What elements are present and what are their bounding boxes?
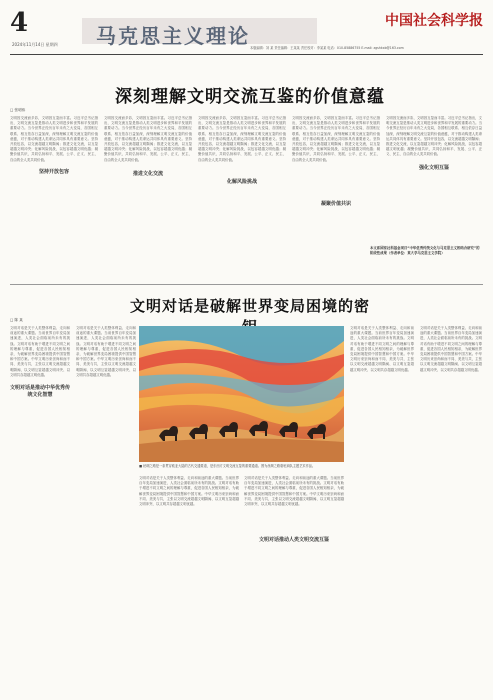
top-column-2: 文明因交流而多彩，文明因互鉴而丰富。习近平总书记指出，文明交流互鉴是推动人类文明进步和世界和平发展的重要动力。当今世界正经历百年未有之大变局，各国相互联系、相互依存日益加深，深刻理解文明交流互鉴的价值意蕴，对于推动构建人类命运共同体具有重要意义。坚持开放包容，以交流超越文明隔阂；推进文化交流，以互鉴超越文明冲突；化解风险挑战，以包容超越文明优越；凝聚价值共识，共同弘扬和平、发展、公平、正义、民主、自由的全人类共同价值。 [104, 116, 192, 162]
top-author: □ 张明伟 [10, 108, 26, 112]
masthead-rule [10, 54, 483, 55]
newspaper-name: 中国社会科学报 [385, 13, 483, 29]
article-divider [10, 284, 483, 285]
top-column-3: 文明因交流而多彩，文明因互鉴而丰富。习近平总书记指出，文明交流互鉴是推动人类文明进步和世界和平发展的重要动力。当今世界正经历百年未有之大变局，各国相互联系、相互依存日益加深，深刻理解文明交流互鉴的价值意蕴，对于推动构建人类命运共同体具有重要意义。坚持开放包容，以交流超越文明隔阂；推进文化交流，以互鉴超越文明冲突；化解风险挑战，以包容超越文明优越；凝聚价值共识，共同弘扬和平、发展、公平、正义、民主、自由的全人类共同价值。 [198, 116, 286, 162]
bottom-column-5: 文明对话是关于人类整体利益、走向和前途的重大课题。当前世界百年变局加速演进，人类社会面临前所未有的挑战。文明对话有助于增进不同文明之间的理解与尊重，促进各国人民相知相亲，为破解世界变局困境提供中国智慧和中国方案。中华文明历来崇尚和而不同、美美与共，主张以文明交流超越文明隔阂、以文明互鉴超越文明冲突、以文明共存超越文明优越。 [350, 326, 414, 372]
top-subhead-5: 强化文明互鉴 [418, 165, 449, 171]
bottom-column-4: 文明对话是关于人类整体利益、走向和前途的重大课题。当前世界百年变局加速演进，人类社会面临前所未有的挑战。文明对话有助于增进不同文明之间的理解与尊重，促进各国人民相知相亲，为破解世界变局困境提供中国智慧和中国方案。中华文明历来崇尚和而不同、美美与共，主张以文明交流超越文明隔阂、以文明互鉴超越文明冲突、以文明共存超越文明优越。 [244, 476, 344, 507]
top-column-5: 文明因交流而多彩，文明因互鉴而丰富。习近平总书记指出，文明交流互鉴是推动人类文明进步和世界和平发展的重要动力。当今世界正经历百年未有之大变局，各国相互联系、相互依存日益加深，深刻理解文明交流互鉴的价值意蕴，对于推动构建人类命运共同体具有重要意义。坚持开放包容，以交流超越文明隔阂；推进文化交流，以互鉴超越文明冲突；化解风险挑战，以包容超越文明优越；凝聚价值共识，共同弘扬和平、发展、公平、正义、民主、自由的全人类共同价值。 [386, 116, 482, 157]
photo-caption: ■ 丝绸之路是一条贯穿欧亚大陆的古代交通要道，是东西方文明交流互鉴的重要通道。图为丝绸之路骆驼商队主题艺术作品。 [139, 464, 316, 468]
author-note: 本文系国家社科基金项目“中华优秀传统文化与马克思主义相结合研究”的阶段性成果（作者单位：某大学马克思主义学院） [370, 246, 480, 255]
bottom-column-6: 文明对话是关于人类整体利益、走向和前途的重大课题。当前世界百年变局加速演进，人类社会面临前所未有的挑战。文明对话有助于增进不同文明之间的理解与尊重，促进各国人民相知相亲，为破解世界变局困境提供中国智慧和中国方案。中华文明历来崇尚和而不同、美美与共，主张以文明交流超越文明隔阂、以文明互鉴超越文明冲突、以文明共存超越文明优越。 [420, 326, 482, 372]
silk-road-illustration [139, 326, 344, 462]
section-title: 马克思主义理论 [96, 24, 250, 48]
camel-caravan-image [139, 326, 344, 462]
masthead [10, 8, 483, 56]
bottom-author: □ 陈 某 [10, 318, 23, 322]
bottom-column-1: 文明对话是关于人类整体利益、走向和前途的重大课题。当前世界百年变局加速演进，人类社会面临前所未有的挑战。文明对话有助于增进不同文明之间的理解与尊重，促进各国人民相知相亲，为破解世界变局困境提供中国智慧和中国方案。中华文明历来崇尚和而不同、美美与共，主张以文明交流超越文明隔阂、以文明互鉴超越文明冲突、以文明共存超越文明优越。 [10, 326, 70, 377]
top-subhead-2: 推进文化交流 [132, 171, 163, 177]
top-headline: 深刻理解文明交流互鉴的价值意蕴 [115, 87, 385, 107]
top-column-4: 文明因交流而多彩，文明因互鉴而丰富。习近平总书记指出，文明交流互鉴是推动人类文明进步和世界和平发展的重要动力。当今世界正经历百年未有之大变局，各国相互联系、相互依存日益加深，深刻理解文明交流互鉴的价值意蕴，对于推动构建人类命运共同体具有重要意义。坚持开放包容，以交流超越文明隔阂；推进文化交流，以互鉴超越文明冲突；化解风险挑战，以包容超越文明优越；凝聚价值共识，共同弘扬和平、发展、公平、正义、民主、自由的全人类共同价值。 [292, 116, 380, 162]
bottom-subhead-1: 文明对话是推动中华优秀传统文化智慧 [10, 385, 71, 398]
page-number: 4 [10, 8, 29, 38]
bottom-column-3: 文明对话是关于人类整体利益、走向和前途的重大课题。当前世界百年变局加速演进，人类社会面临前所未有的挑战。文明对话有助于增进不同文明之间的理解与尊重，促进各国人民相知相亲，为破解世界变局困境提供中国智慧和中国方案。中华文明历来崇尚和而不同、美美与共，主张以文明交流超越文明隔阂、以文明互鉴超越文明冲突、以文明共存超越文明优越。 [139, 476, 239, 507]
bottom-subhead-2: 文明对话推动人类文明交流互鉴 [258, 537, 329, 543]
issue-date: 2024年11月14日 星期四 [12, 42, 58, 47]
top-subhead-4: 凝聚价值共识 [320, 201, 351, 207]
top-subhead-1: 坚持开放包容 [38, 169, 69, 175]
editor-info: 本版编辑：刘 某 责任编辑：王某某 责任校对：李某某 电话：010-85886755 E-mail: zgshkxb@163.com [250, 46, 404, 50]
bottom-headline: 文明对话是破解世界变局困境的密 [130, 297, 371, 315]
newspaper-page [10, 8, 483, 692]
top-column-1: 文明因交流而多彩，文明因互鉴而丰富。习近平总书记指出，文明交流互鉴是推动人类文明进步和世界和平发展的重要动力。当今世界正经历百年未有之大变局，各国相互联系、相互依存日益加深，深刻理解文明交流互鉴的价值意蕴，对于推动构建人类命运共同体具有重要意义。坚持开放包容，以交流超越文明隔阂；推进文化交流，以互鉴超越文明冲突；化解风险挑战，以包容超越文明优越；凝聚价值共识，共同弘扬和平、发展、公平、正义、民主、自由的全人类共同价值。 [10, 116, 98, 162]
bottom-column-2: 文明对话是关于人类整体利益、走向和前途的重大课题。当前世界百年变局加速演进，人类社会面临前所未有的挑战。文明对话有助于增进不同文明之间的理解与尊重，促进各国人民相知相亲，为破解世界变局困境提供中国智慧和中国方案。中华文明历来崇尚和而不同、美美与共，主张以文明交流超越文明隔阂、以文明互鉴超越文明冲突、以文明共存超越文明优越。 [76, 326, 136, 377]
top-subhead-3: 化解风险挑战 [226, 179, 257, 185]
